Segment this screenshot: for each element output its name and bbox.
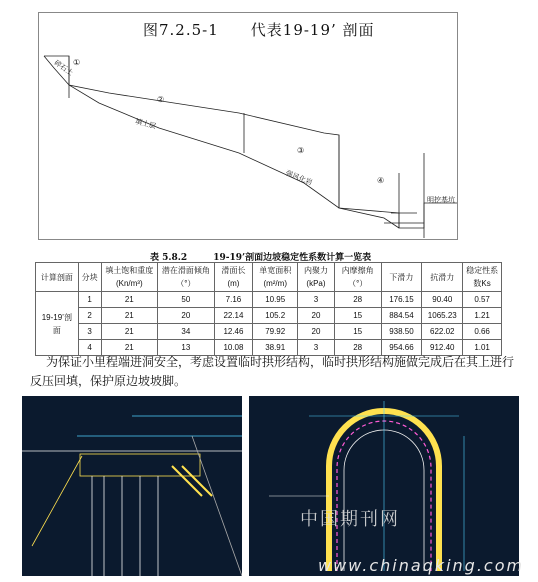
table-cell: 15 — [334, 324, 381, 340]
table-cell: 176.15 — [381, 292, 422, 308]
col-header: 内聚力(kPa) — [298, 263, 335, 292]
table-cell: 79.92 — [253, 324, 298, 340]
col-header: 分块 — [78, 263, 101, 292]
table-cell: 20 — [158, 308, 214, 324]
table-cell: 1.01 — [463, 340, 502, 356]
table-cell: 3 — [298, 340, 335, 356]
table-cell: 10.95 — [253, 292, 298, 308]
block-marker-4: ④ — [377, 176, 385, 185]
table-cell: 38.91 — [253, 340, 298, 356]
table-number: 表 5.8.2 — [150, 253, 188, 263]
table-cell: 0.66 — [463, 324, 502, 340]
table-cell: 28 — [334, 340, 381, 356]
table-cell: 938.50 — [381, 324, 422, 340]
stability-table — [35, 262, 502, 356]
col-header: 单宽面积(m²/m) — [253, 263, 298, 292]
section-cell: 19-19’剖面 — [36, 292, 79, 356]
table-cell: 22.14 — [214, 308, 253, 324]
cad-arch-right — [249, 396, 519, 576]
body-paragraph: 为保证小里程端进洞安全，考虑设置临时拱形结构，临时拱形结构施做完成后在其上进行反压回填，保护原边坡坡脚。 — [30, 355, 515, 388]
table-cell: 7.16 — [214, 292, 253, 308]
table-header-row — [36, 263, 502, 292]
table-cell: 15 — [334, 308, 381, 324]
table-cell: 0.57 — [463, 292, 502, 308]
block-marker-3: ③ — [297, 146, 305, 155]
col-header: 下滑力 — [381, 263, 422, 292]
table-cell: 1065.23 — [422, 308, 463, 324]
slope-section-figure — [38, 12, 458, 240]
table-cell: 28 — [334, 292, 381, 308]
table-cell: 4 — [78, 340, 101, 356]
figure-title: 图7.2.5-1 代表19-19’ 剖面 — [143, 21, 375, 39]
watermark-url: www.chinaqking.com — [318, 556, 525, 575]
table-cell: 622.02 — [422, 324, 463, 340]
col-header: 内摩擦角（°） — [334, 263, 381, 292]
table-cell: 1.21 — [463, 308, 502, 324]
watermark-text: 中国期刊网 — [300, 509, 400, 530]
table-cell: 10.08 — [214, 340, 253, 356]
col-header: 抗滑力 — [422, 263, 463, 292]
slope-label-3: 强风化岩 — [284, 169, 314, 187]
table-cell: 105.2 — [253, 308, 298, 324]
slope-label-2: 填土层 — [134, 117, 157, 131]
table-cell: 20 — [298, 324, 335, 340]
table-cell: 21 — [101, 308, 158, 324]
table-cell: 21 — [101, 292, 158, 308]
table-cell: 2 — [78, 308, 101, 324]
table-row — [36, 324, 502, 340]
table-row — [36, 308, 502, 324]
table-cell: 1 — [78, 292, 101, 308]
table-cell: 3 — [78, 324, 101, 340]
col-header: 滑面长(m) — [214, 263, 253, 292]
cad-drawing-right — [249, 396, 519, 576]
col-header: 填土饱和重度(Kn/m³) — [101, 263, 158, 292]
col-header: 计算剖面 — [36, 263, 79, 292]
col-header: 潜在滑面倾角（°） — [158, 263, 214, 292]
cad-drawing-left — [22, 396, 242, 576]
table-title: 19-19’剖面边坡稳定性系数计算一览表 — [213, 253, 372, 263]
slope-section-drawing — [39, 13, 457, 239]
block-marker-1: ① — [73, 58, 81, 67]
table-cell: 12.46 — [214, 324, 253, 340]
table-cell: 20 — [298, 308, 335, 324]
table-cell: 3 — [298, 292, 335, 308]
table-cell: 954.66 — [381, 340, 422, 356]
table-cell: 50 — [158, 292, 214, 308]
table-cell: 21 — [101, 324, 158, 340]
table-cell: 13 — [158, 340, 214, 356]
table-cell: 21 — [101, 340, 158, 356]
table-cell: 884.54 — [381, 308, 422, 324]
block-marker-2: ② — [157, 95, 165, 104]
table-row — [36, 292, 502, 308]
cad-structure-left — [22, 396, 242, 576]
col-header: 稳定性系数Ks — [463, 263, 502, 292]
slope-label-1: 碎石土 — [52, 58, 75, 78]
table-cell: 912.40 — [422, 340, 463, 356]
table-cell: 34 — [158, 324, 214, 340]
table-cell: 90.40 — [422, 292, 463, 308]
right-label: 明挖基坑 — [427, 196, 455, 204]
